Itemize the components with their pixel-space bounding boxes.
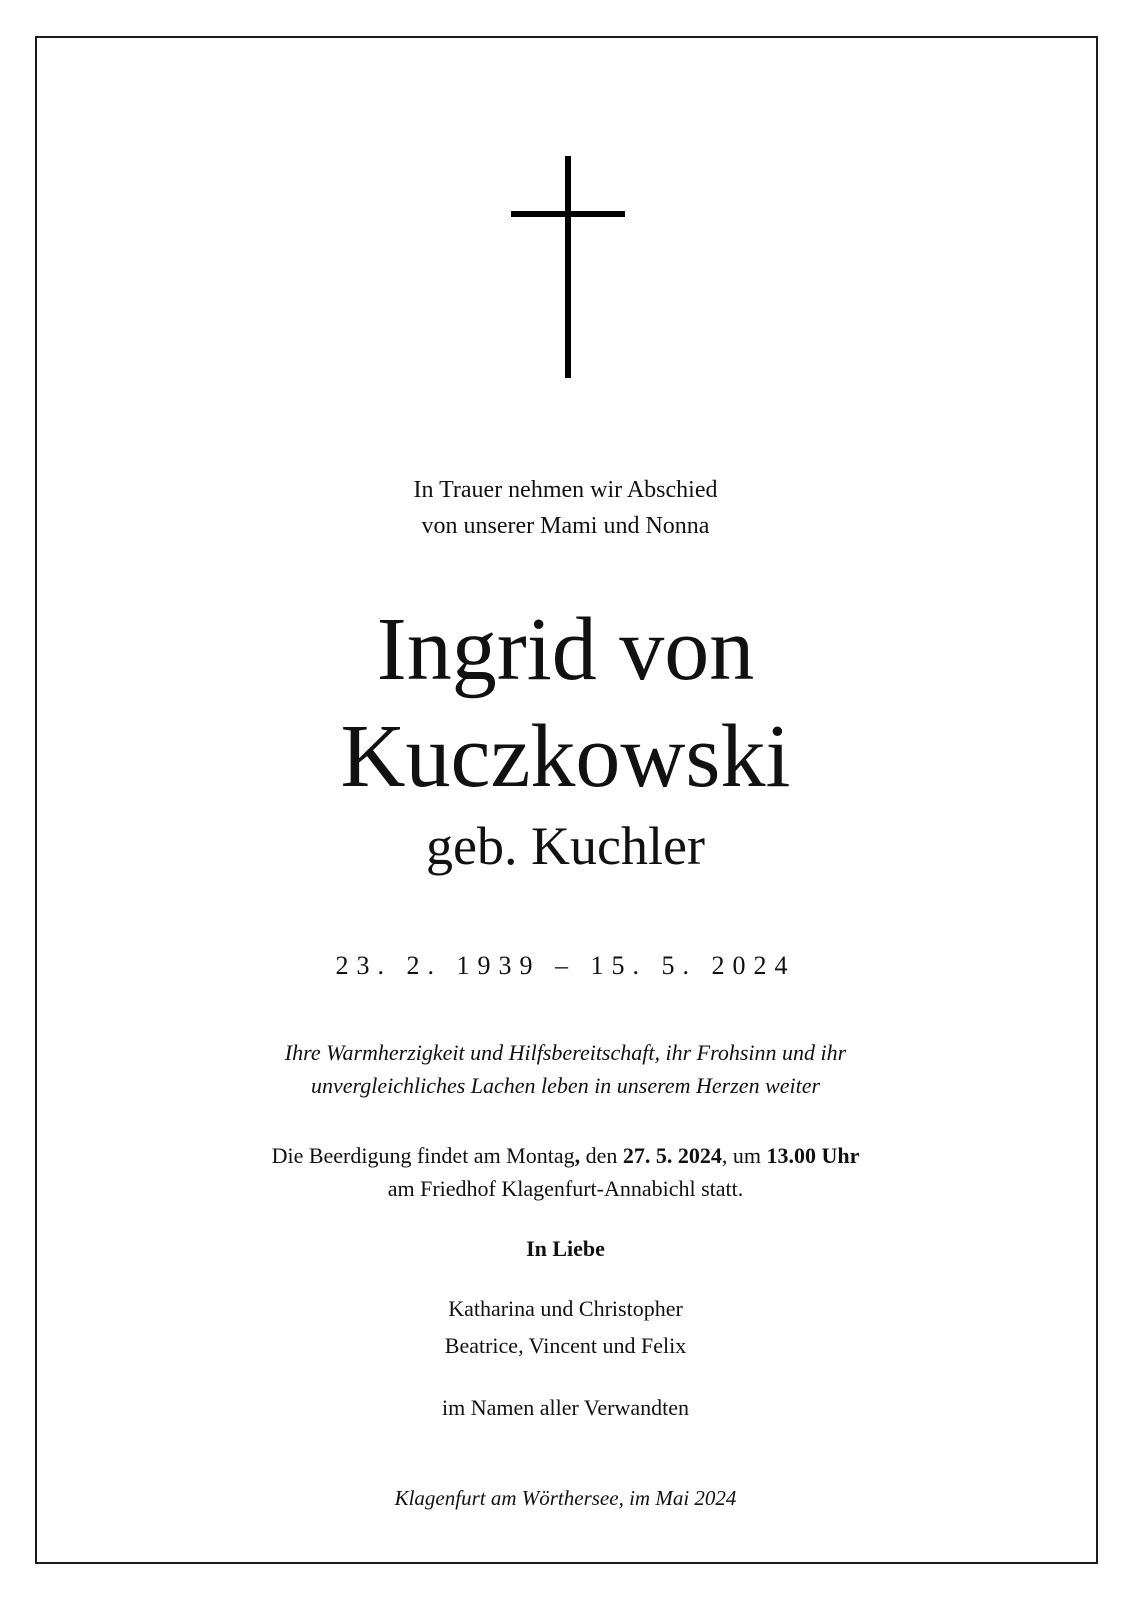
intro-line-1: In Trauer nehmen wir Abschied [413,477,718,503]
funeral-time: 13.00 Uhr [766,1143,860,1168]
funeral-prefix: Die Beerdigung findet am Montag [271,1143,575,1168]
cross-icon [511,156,625,378]
place-and-date: Klagenfurt am Wörthersee, im Mai 2024 [394,1486,737,1510]
intro-line-2: von unserer Mami und Nonna [421,513,710,539]
birth-name: geb. Kuchler [426,816,705,876]
life-dates: 23. 2. 1939 – 15. 5. 2024 [335,951,796,980]
in-love-heading: In Liebe [526,1236,605,1261]
relatives-line: im Namen aller Verwandten [441,1395,689,1420]
deceased-name-line-2: Kuczkowski [340,707,791,806]
funeral-announcement-line-1 [0,1143,1131,1169]
cross-horizontal-bar [511,211,625,217]
family-line-1: Katharina und Christopher [448,1296,683,1321]
funeral-comma: , [574,1143,581,1168]
funeral-den: den [580,1143,623,1168]
funeral-um: , um [721,1143,767,1168]
family-line-2: Beatrice, Vincent und Felix [444,1333,687,1358]
funeral-date: 27. 5. 2024 [622,1143,722,1168]
funeral-location: am Friedhof Klagenfurt-Annabichl statt. [387,1176,744,1201]
deceased-name-line-1: Ingrid von [376,600,755,699]
tribute-quote-line-1: Ihre Warmherzigkeit und Hilfsbereitschaft, ihr Frohsinn und ihr [284,1040,847,1065]
tribute-quote-line-2: unvergleichliches Lachen leben in unserem Herzen weiter [310,1073,821,1098]
cross-vertical-bar [565,156,571,378]
